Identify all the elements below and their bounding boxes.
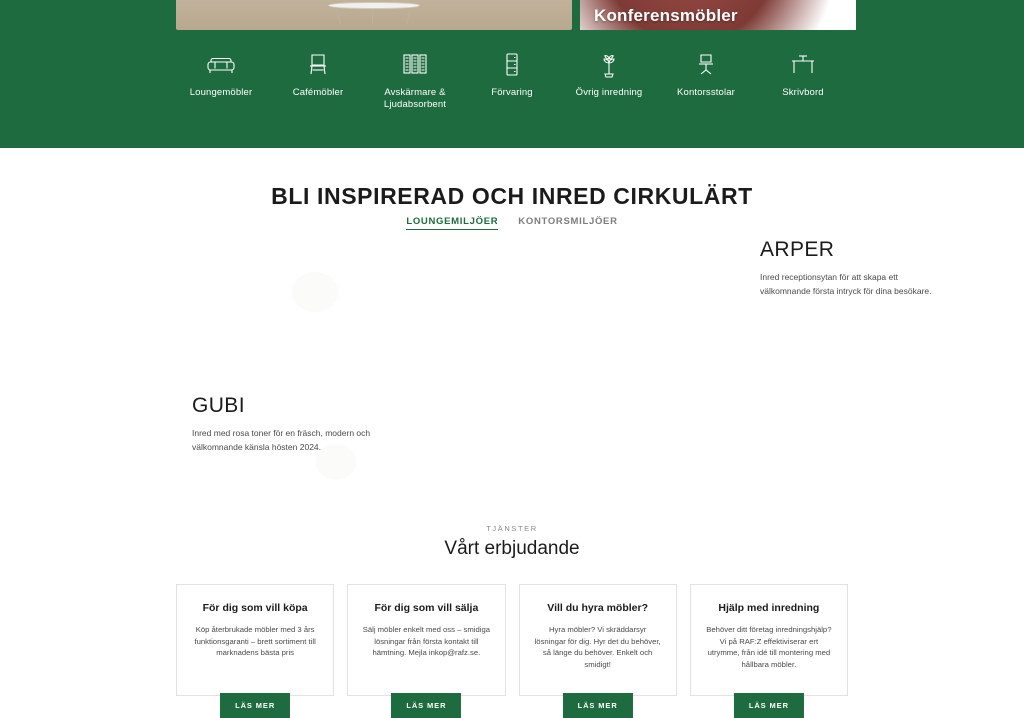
read-more-button[interactable]: LÄS MER [220, 693, 290, 718]
tab-loungemiljoer[interactable]: LOUNGEMILJÖER [406, 216, 498, 230]
category-label: Kontorsstolar [677, 87, 735, 98]
service-card-kopa [176, 584, 334, 710]
read-more-button[interactable]: LÄS MER [734, 693, 804, 718]
category-item-ovrig-inredning[interactable] [561, 50, 658, 111]
hero-card-conference[interactable] [580, 0, 856, 30]
decorative-shape [292, 272, 338, 312]
inspiration-tabs [0, 216, 1024, 230]
category-item-loungemobler[interactable] [173, 50, 270, 111]
desk-icon [757, 50, 850, 80]
inspiration-brand: ARPER [760, 238, 835, 261]
hero-card-row [0, 0, 1024, 30]
category-item-cafemobler[interactable] [270, 50, 367, 111]
services-eyebrow: TJÄNSTER [486, 524, 538, 533]
plant-icon [563, 50, 656, 80]
inspiration-title: BLI INSPIRERAD OCH INRED CIRKULÄRT [271, 183, 753, 209]
category-label: Förvaring [491, 87, 533, 98]
office-chair-icon [660, 50, 753, 80]
category-item-forvaring[interactable] [464, 50, 561, 111]
category-item-kontorsstolar[interactable] [658, 50, 755, 111]
services-card-row [176, 584, 848, 710]
category-label: Loungemöbler [189, 87, 253, 98]
inspiration-block-arper[interactable] [760, 238, 940, 298]
inspiration-description: Inred med rosa toner för en fräsch, modern och välkomnande känsla hösten 2024. [192, 428, 371, 452]
service-card-text: Köp återbrukade möbler med 3 års funktionsgaranti – brett sortiment till marknadens bästa pris [194, 625, 316, 657]
hero-card-title: Konferensmöbler [594, 6, 738, 25]
read-more-button[interactable]: LÄS MER [391, 693, 461, 718]
service-card-title: För dig som vill köpa [202, 602, 308, 614]
room-divider-icon [369, 50, 462, 80]
cafe-chair-icon [272, 50, 365, 80]
inspiration-block-gubi[interactable] [192, 394, 372, 454]
service-card-title: För dig som vill sälja [374, 602, 479, 614]
service-card-title: Hjälp med inredning [718, 602, 820, 614]
hero-card-wooden-table[interactable] [176, 0, 572, 30]
category-label: Skrivbord [782, 87, 824, 98]
category-label: Avskärmare & Ljudabsorbent [383, 87, 447, 110]
inspiration-description: Inred receptionsytan för att skapa ett välkomnande första intryck för dina besökare. [760, 272, 932, 296]
hero-green-band [0, 0, 1024, 148]
storage-cabinet-icon [466, 50, 559, 80]
category-item-avskarmare[interactable] [367, 50, 464, 111]
service-card-hyra [519, 584, 677, 710]
service-card-text: Hyra möbler? Vi skräddarsyr lösningar för dig. Hyr det du behöver, så länge du behöver. Enkelt och smidigt! [534, 625, 661, 669]
read-more-button[interactable]: LÄS MER [563, 693, 633, 718]
category-item-skrivbord[interactable] [755, 50, 852, 111]
sofa-icon [175, 50, 268, 80]
category-label: Cafémöbler [292, 87, 344, 98]
inspiration-brand: GUBI [192, 394, 245, 417]
category-label: Övrig inredning [575, 87, 643, 98]
service-card-inredning [690, 584, 848, 710]
services-title: Vårt erbjudande [444, 538, 580, 559]
tab-kontorsmiljoer[interactable]: KONTORSMILJÖER [518, 216, 618, 227]
service-card-title: Vill du hyra möbler? [547, 602, 648, 614]
service-card-text: Sälj möbler enkelt med oss – smidiga lösningar från första kontakt till hämtning. Mejla inkop@rafz.se. [362, 625, 491, 657]
service-card-salja [347, 584, 505, 710]
service-card-text: Behöver ditt företag inredningshjälp? Vi på RAF:Z effektiviserar ert utrymme, från idé till montering med hållbara möbler. [706, 625, 832, 669]
category-nav [0, 50, 1024, 111]
chair-illustration [314, 2, 434, 24]
